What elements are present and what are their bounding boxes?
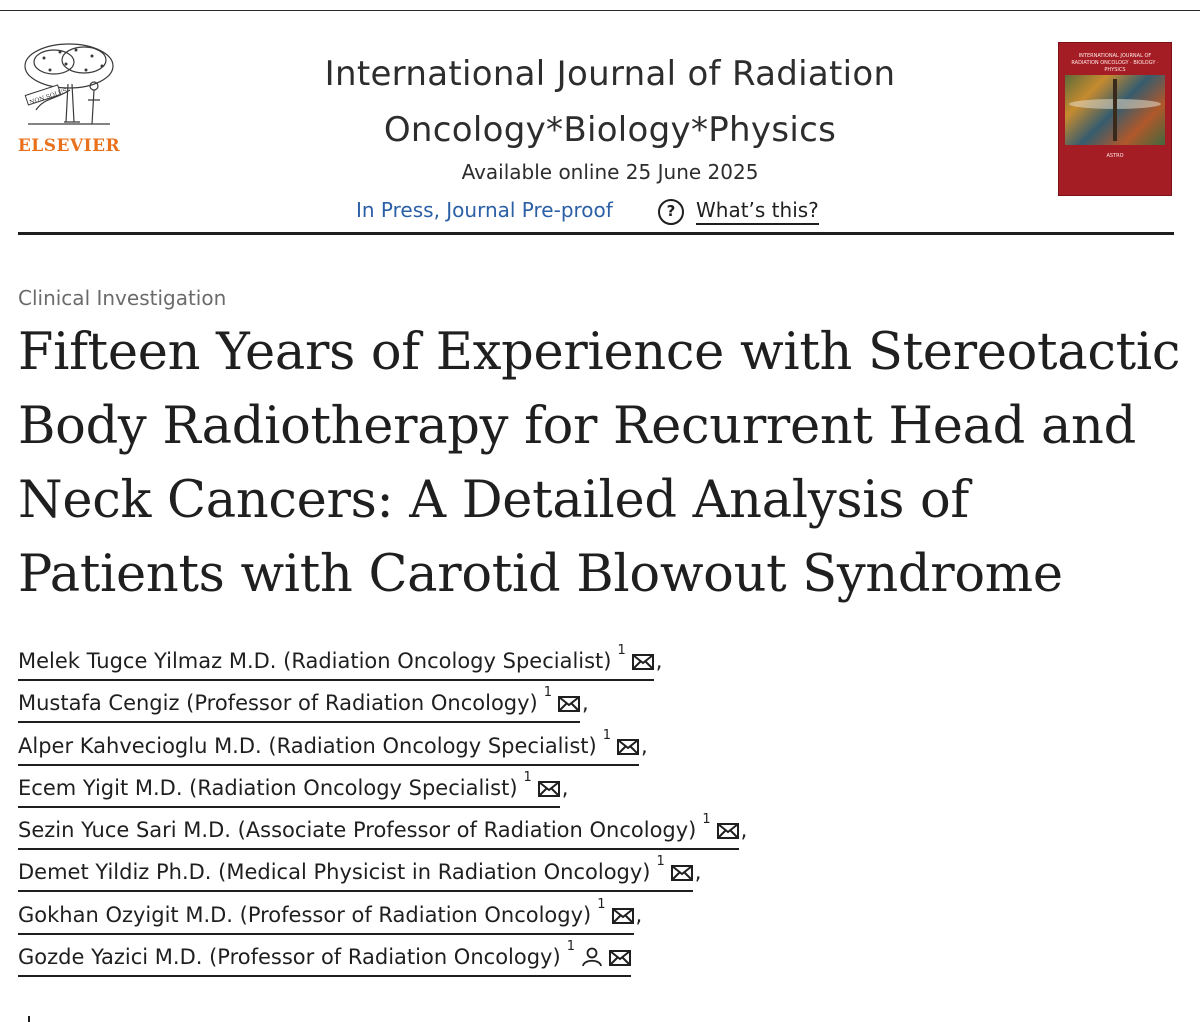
author-separator: , <box>655 649 663 673</box>
mail-icon <box>612 903 634 921</box>
header-divider <box>18 232 1174 235</box>
affiliation-marker: 1 <box>597 896 606 912</box>
journal-cover-image[interactable] <box>1058 42 1172 196</box>
author-row <box>18 812 1178 857</box>
cover-dragonfly-body <box>1113 79 1117 141</box>
cover-society-logo: ASTRO <box>1106 153 1124 159</box>
author-name: Gozde Yazici M.D. (Professor of Radiation Oncology) <box>18 945 561 970</box>
page-fragment <box>28 1016 30 1022</box>
in-press-status-link[interactable]: In Press, Journal Pre-proof <box>356 198 613 222</box>
author-name: Melek Tugce Yilmaz M.D. (Radiation Oncology Specialist) <box>18 649 612 673</box>
author-row <box>18 939 1178 984</box>
elsevier-wordmark: ELSEVIER <box>17 136 121 156</box>
elsevier-logo[interactable] <box>14 40 124 160</box>
author-link[interactable] <box>18 685 580 723</box>
journal-title[interactable] <box>240 46 980 158</box>
author-list <box>18 643 1178 984</box>
mail-icon <box>617 734 639 752</box>
cover-masthead: INTERNATIONAL JOURNAL OF RADIATION ONCOLOGY · BIOLOGY · PHYSICS <box>1071 53 1159 73</box>
journal-header <box>0 0 1200 240</box>
article-title <box>18 316 1188 612</box>
mail-icon <box>609 945 631 963</box>
article-section-label: Clinical Investigation <box>18 286 227 310</box>
article-title-line: Body Radiotherapy for Recurrent Head and <box>18 397 1136 456</box>
author-link[interactable] <box>18 643 654 681</box>
author-link[interactable] <box>18 727 639 766</box>
tree-icon <box>14 40 124 132</box>
mail-icon <box>632 649 654 667</box>
author-row <box>18 643 1178 688</box>
mail-icon <box>538 776 560 794</box>
affiliation-marker: 1 <box>566 939 575 955</box>
author-separator: , <box>694 860 702 885</box>
logo-banner-text: NON SOLUS <box>28 87 69 107</box>
author-name: Sezin Yuce Sari M.D. (Associate Professor of Radiation Oncology) <box>18 818 697 843</box>
mail-icon <box>558 691 580 709</box>
journal-title-line-2: Oncology*Biology*Physics <box>383 110 837 150</box>
affiliation-marker: 1 <box>617 643 626 658</box>
whats-this-help[interactable] <box>658 198 819 225</box>
affiliation-marker: 1 <box>523 769 532 785</box>
author-link[interactable] <box>18 812 739 850</box>
article-title-line: Fifteen Years of Experience with Stereotactic <box>18 323 1181 382</box>
author-row <box>18 685 1178 730</box>
author-separator: , <box>582 691 589 716</box>
author-row <box>18 769 1178 815</box>
author-link[interactable] <box>18 854 693 892</box>
journal-title-line-1: International Journal of Radiation <box>324 54 896 94</box>
person-icon <box>581 945 603 963</box>
author-link[interactable] <box>18 769 560 808</box>
mail-icon <box>717 818 739 836</box>
author-row <box>18 727 1178 773</box>
author-name: Ecem Yigit M.D. (Radiation Oncology Specialist) <box>18 775 518 800</box>
author-name: Demet Yildiz Ph.D. (Medical Physicist in Radiation Oncology) <box>18 860 651 885</box>
available-online-date: Available online 25 June 2025 <box>461 160 759 184</box>
affiliation-marker: 1 <box>656 854 665 870</box>
author-separator: , <box>635 902 643 927</box>
author-link[interactable] <box>18 896 634 935</box>
affiliation-marker: 1 <box>702 812 711 828</box>
affiliation-marker: 1 <box>602 727 612 743</box>
mail-icon <box>671 860 693 878</box>
affiliation-marker: 1 <box>543 685 553 701</box>
article-title-line: Patients with Carotid Blowout Syndrome <box>18 545 1063 604</box>
question-circle-icon: ? <box>658 199 684 225</box>
author-name: Mustafa Cengiz (Professor of Radiation Oncology) <box>18 691 538 716</box>
author-row <box>18 896 1178 942</box>
author-name: Gokhan Ozyigit M.D. (Professor of Radiation Oncology) <box>18 902 592 927</box>
author-separator: , <box>561 775 569 800</box>
author-link[interactable] <box>18 939 631 977</box>
author-name: Alper Kahvecioglu M.D. (Radiation Oncology Specialist) <box>18 733 597 758</box>
author-separator: , <box>740 818 748 843</box>
author-row <box>18 854 1178 899</box>
author-separator: , <box>641 733 648 758</box>
article-title-line: Neck Cancers: A Detailed Analysis of <box>18 471 969 530</box>
whats-this-link[interactable]: What’s this? <box>696 198 819 225</box>
